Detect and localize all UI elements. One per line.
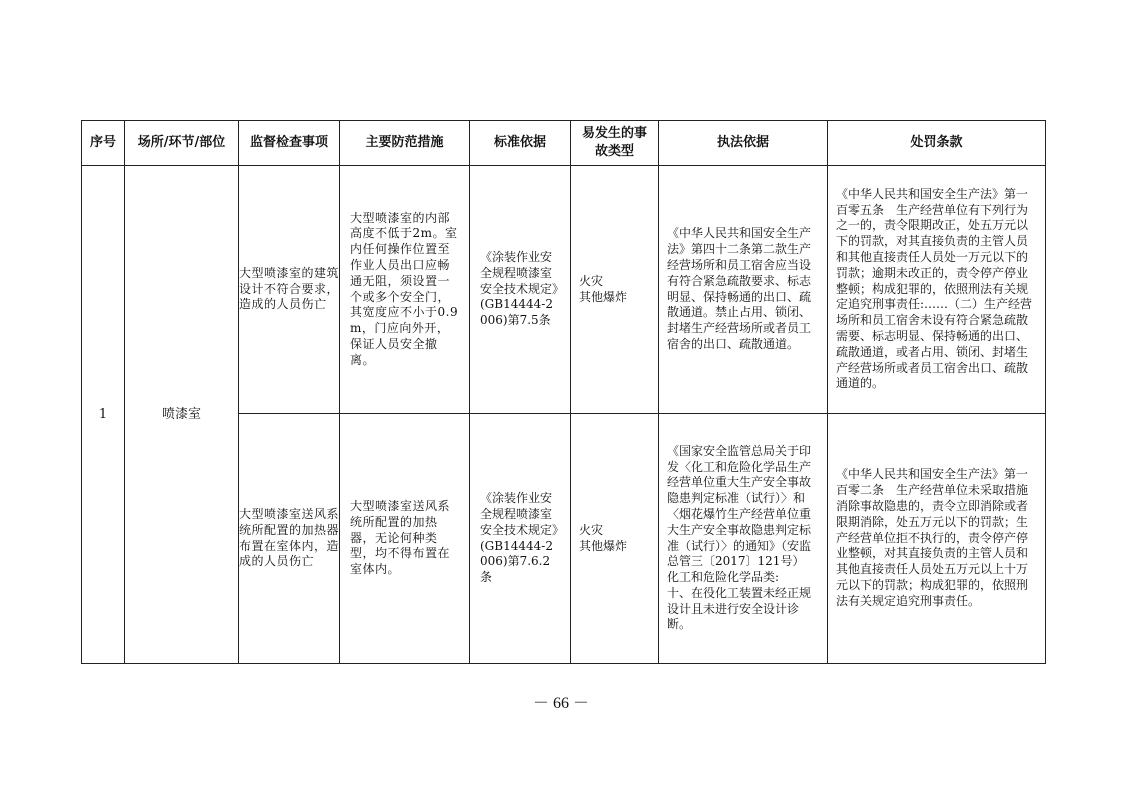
header-row — [82, 121, 1046, 166]
item-cell: 大型喷漆室的建筑设计不符合要求，造成的人员伤亡 — [239, 166, 340, 414]
page-number: － 66 － — [532, 695, 589, 712]
table-row — [82, 166, 1046, 414]
header-seq: 序号 — [82, 121, 125, 166]
penalty-cell: 《中华人民共和国安全生产法》第一百零二条 生产经营单位未采取措施消除事故隐患的，责令立即消除或者限期消除，处五万元以下的罚款；生产经营单位拒不执行的，责令停产停业整顿，对其直接负责的主管人员和其他直接责任人员处五万元以上十万元以下的罚款；构成犯罪的，依照刑法有关规定追究刑事责任。 — [828, 414, 1046, 664]
header-location: 场所/环节/部位 — [125, 121, 239, 166]
regulation-table — [81, 120, 1046, 664]
header-accident: 易发生的事故类型 — [571, 121, 659, 166]
header-standard: 标准依据 — [470, 121, 571, 166]
standard-cell: 《涂装作业安全规程喷漆室安全技术规定》(GB14444-2006)第7.6.2条 — [470, 414, 571, 664]
penalty-cell: 《中华人民共和国安全生产法》第一百零五条 生产经营单位有下列行为之一的，责令限期改正，处五万元以下的罚款，对其直接负责的主管人员和其他直接责任人员处一万元以下的罚款；逾期未改正的，责令停产停业整顿；构成犯罪的，依照刑法有关规定追究刑事责任:……（二）生产经营场所和员工宿舍未设有符合紧急疏散需要、标志明显、保持畅通的出口、疏散通道，或者占用、锁闭、封堵生产经营场所或者员工宿舍出口、疏散通道的。 — [828, 166, 1046, 414]
measure-cell: 大型喷漆室送风系统所配置的加热器，无论何种类型，均不得布置在室体内。 — [340, 414, 470, 664]
accident-cell: 火灾 其他爆炸 — [571, 414, 659, 664]
item-cell: 大型喷漆室送风系统所配置的加热器布置在室体内，造成的人员伤亡 — [239, 414, 340, 664]
header-item: 监督检查事项 — [239, 121, 340, 166]
accident-cell: 火灾 其他爆炸 — [571, 166, 659, 414]
law-cell: 《国家安全监管总局关于印发〈化工和危险化学品生产经营单位重大生产安全事故隐患判定标准（试行）〉和〈烟花爆竹生产经营单位重大生产安全事故隐患判定标准（试行）〉的通知》（安监总管三〔2017〕121号） 化工和危险化学品类: 十、在役化工装置未经正规设计且未进行安全设计诊断。 — [659, 414, 828, 664]
header-penalty: 处罚条款 — [828, 121, 1046, 166]
law-cell: 《中华人民共和国安全生产法》第四十二条第二款生产经营场所和员工宿舍应当设有符合紧急疏散要求、标志明显、保持畅通的出口、疏散通道。禁止占用、锁闭、封堵生产经营场所或者员工宿舍的出口、疏散通道。 — [659, 166, 828, 414]
header-measure: 主要防范措施 — [340, 121, 470, 166]
standard-cell: 《涂装作业安全规程喷漆室安全技术规定》(GB14444-2006)第7.5条 — [470, 166, 571, 414]
seq-cell: 1 — [82, 166, 125, 664]
measure-cell: 大型喷漆室的内部高度不低于2m。室内任何操作位置至作业人员出口应畅通无阻，须设置一个或多个安全门，其宽度应不小于0.9m，门应向外开，保证人员安全撤离。 — [340, 166, 470, 414]
header-law: 执法依据 — [659, 121, 828, 166]
location-cell: 喷漆室 — [125, 166, 239, 664]
